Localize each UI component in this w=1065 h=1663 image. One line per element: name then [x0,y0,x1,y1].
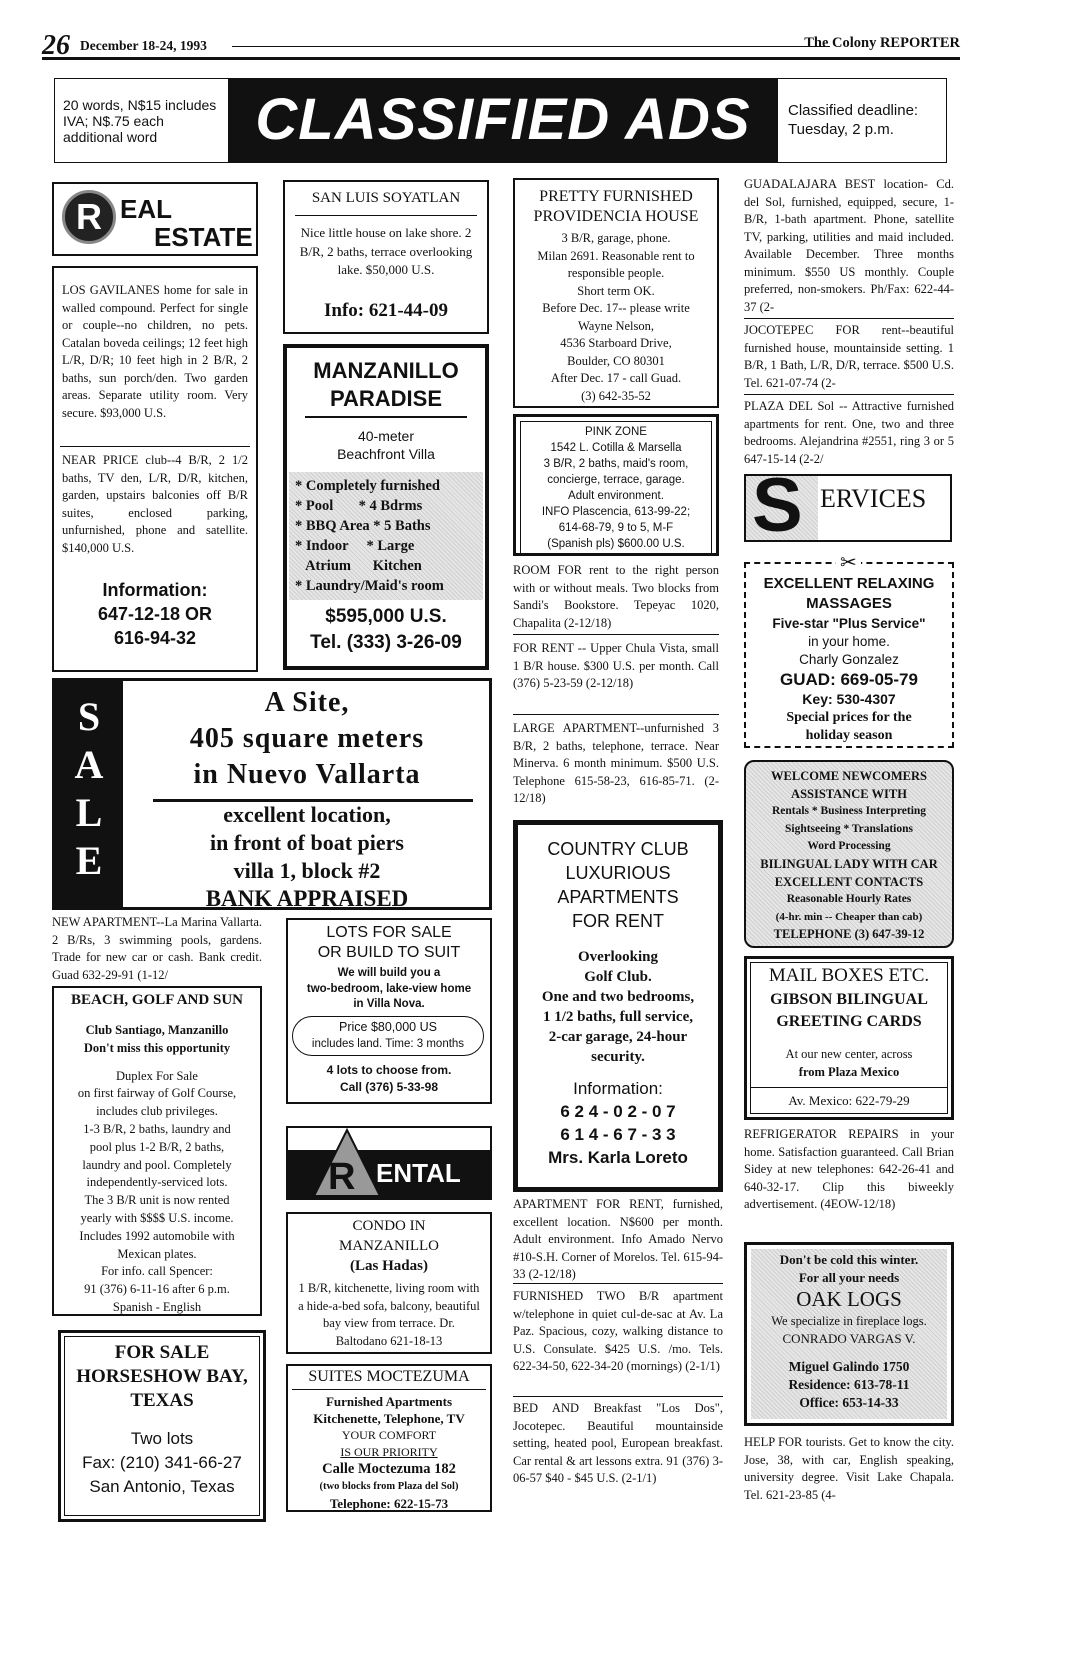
sale-letter: E [75,838,103,883]
sale-banner-ad [52,678,492,910]
mail-boxes-sub1: GIBSON BILINGUAL [770,991,928,1008]
beach-golf-line: Spanish - English [112,1299,202,1314]
listing-divider [513,1283,723,1284]
header-rule [42,57,960,60]
oak-logs-line: Office: 653-14-33 [799,1395,899,1410]
massages-title2: MASSAGES [806,595,892,612]
listing-divider [513,1396,723,1397]
sale-line: excellent location, [223,802,391,827]
horseshow-ad [58,1330,266,1522]
feature-line: * Pool * 4 Bdrms [295,498,423,514]
beach-golf-line: Includes 1992 automobile with [79,1228,235,1243]
body-line: 614-68-79, 9 to 5, M-F [558,522,674,534]
beach-golf-body [54,1022,260,1316]
info-contact-label: Information: [102,580,208,600]
chula-vista-listing: FOR RENT -- Upper Chula Vista, small 1 B/R house. $300 U.S. per month. Call (376) 5-23-59 (2-12/18) [513,641,719,690]
suites-line: YOUR COMFORT [341,1428,437,1442]
country-club-line: One and two bedrooms, [541,989,695,1005]
country-club-contact: Mrs. Karla Loreto [548,1148,688,1167]
country-club-title: APARTMENTS [557,887,679,907]
sale-title2: 405 square meters [189,723,425,754]
real-estate-initial-circle [62,190,116,244]
oak-logs-line: For all your needs [798,1270,900,1285]
country-club-title: COUNTRY CLUB [547,839,689,859]
country-club-title: FOR RENT [572,911,664,931]
furnished-two-listing: FURNISHED TWO B/R apartment w/telephone in quiet cul-de-sac at Av. La Paz. Spacious, cozy, walking distance to U.S. Consulate. $425 U.S. /mo. Tels. 622-34-50, 622-34-20 (mornings) (2-1/1) [513,1289,723,1373]
deadline: Classified deadline: Tuesday, 2 p.m. [788,102,919,138]
lots-price: Price $80,000 US [339,1020,437,1034]
lots-line: We will build you a [337,967,441,979]
real-estate-rest2: ESTATE [154,222,253,252]
beach-golf-line: laundry and pool. Completely [82,1157,232,1172]
info-contact-phone1: 647-12-18 OR [97,604,213,624]
rental-initial: R [328,1156,356,1198]
country-club-ad [513,820,723,1192]
beach-golf-ad [52,986,262,1316]
beach-golf-line: on first fairway of Golf Course, [77,1086,237,1101]
mail-boxes-address: Av. Mexico: 622-79-29 [788,1093,910,1108]
san-luis-body: Nice little house on lake shore. 2 B/R, 2 baths, terrace overlooking lake. $50,000 U.S. [299,225,473,277]
real-estate-listings-box [52,266,258,672]
body-line: 1542 L. Cotilla & Marsella [550,442,682,454]
mail-boxes-title: MAIL BOXES ETC. [768,965,930,986]
manzanillo-features [289,472,483,600]
manzanillo-price: $595,000 U.S. [325,606,447,627]
lots-title1: LOTS FOR SALE [326,924,452,941]
sale-line: BANK APPRAISED [205,886,409,910]
oak-logs-line: Residence: 613-78-11 [788,1377,910,1392]
manzanillo-sub1: 40-meter [357,428,415,444]
san-luis-title: SAN LUIS SOYATLAN [295,190,477,216]
manzanillo-paradise-ad [283,344,489,670]
listing-divider [513,714,719,715]
welcome-line: Rentals * Business Interpreting [771,805,927,818]
bed-breakfast-listing: BED AND Breakfast "Los Dos", Jocotepec. Beautiful mountainside setting, heated pool, European breakfast. Car rental & art lessons extra. 91 (376) 3-06-57 $40 - $45 U.S. (2-1/1) [513,1401,723,1485]
beach-golf-title: BEACH, GOLF AND SUN [71,992,243,1008]
mail-boxes-l1: At our new center, across [785,1047,913,1061]
real-estate-initial: R [76,196,102,237]
massages-special: holiday season [805,728,893,743]
guadalajara-best-listing: GUADALAJARA BEST location- Cd. del Sol, furnished, equipped, secure, 1-B/R, 1-bath apartment. Phone, satellite TV, parking, utilities and maid included. Available December. Three months minimum. $550 US monthly. Couple preferred, non-smokers. Ph/Fax: 622-44-37 (2- [744,177,954,314]
info-contact-phone2: 616-94-32 [113,628,197,648]
welcome-line: BILINGUAL LADY WITH CAR [760,856,938,871]
san-luis-info: Info: 621-44-09 [323,300,449,321]
body-line: (3) 642-35-52 [581,388,651,403]
condo-ad [286,1212,492,1354]
condo-title: CONDO IN [352,1218,426,1234]
massages-phone: GUAD: 669-05-79 [780,670,918,689]
body-line: concierge, terrace, garage. [547,474,685,486]
sale-title1: A Site, [264,687,350,718]
country-club-line: security. [591,1049,645,1065]
massages-line: Five-star "Plus Service" [772,616,926,631]
welcome-line: (4-hr. min -- Cheaper than cab) [775,910,923,923]
feature-line: * Laundry/Maid's room [295,578,444,594]
beach-golf-line: Duplex For Sale [116,1068,198,1083]
suites-moctezuma-ad [286,1364,492,1512]
listing-divider [744,394,954,395]
oak-logs-line: Miguel Galindo 1750 [788,1359,910,1374]
mail-boxes-divider [751,1087,947,1088]
oak-logs-line: We specialize in fireplace logs. [771,1314,927,1328]
banner-title: CLASSIFIED ADS [255,87,751,152]
lots-title2: OR BUILD TO SUIT [317,944,461,961]
beach-golf-line: 1-3 B/R, 2 baths, laundry and [83,1121,231,1136]
horseshow-titles [61,1341,263,1413]
near-price-listing: NEAR PRICE club--4 B/R, 2 1/2 baths, TV den, L/R, D/R, kitchen, garden, upstairs balconies off B/R suites, enclosed parking, unfurnished, phone and satellite. $140,000 U.S. [62,453,248,555]
beach-golf-line: Club Santiago, Manzanillo [85,1023,229,1037]
country-club-title: LUXURIOUS [565,863,671,883]
body-line: 3 B/R, garage, phone. [561,231,671,245]
publication-name: The Colony REPORTER [804,35,960,51]
real-estate-header [52,182,258,256]
help-tourists-listing: HELP FOR tourists. Get to know the city. Jose, 38, with car, English speaking, university degree. Visit Lake Chapala. Tel. 621-23-85 (4- [744,1435,954,1502]
body-line: Short term OK. [577,283,655,298]
mail-boxes-ad [744,956,954,1120]
lots-line: in Villa Nova. [353,998,425,1010]
suites-title: SUITES MOCTEZUMA [292,1368,486,1390]
san-luis-ad [283,180,489,334]
country-club-info [518,1077,718,1169]
lots-body [288,966,490,1013]
mail-boxes-sub2: GREETING CARDS [776,1013,922,1030]
services-header [744,474,952,542]
country-club-line: 2-car garage, 24-hour [548,1029,688,1045]
plaza-del-sol-listing: PLAZA DEL Sol -- Attractive furnished apartments for rent. One, two and three bedrooms. Alejandrina #2551, ring 3 or 5 647-15-14 (2-2/ [744,399,954,466]
massages-coupon [744,552,954,748]
welcome-line: WELCOME NEWCOMERS [771,769,927,783]
beach-golf-line: 91 (376) 6-11-16 after 6 p.m. [84,1282,230,1297]
new-apartment-listing: NEW APARTMENT--La Marina Vallarta. 2 B/Rs, 3 swimming pools, gardens. Trade for new car or cash. Bank credit. Guad 632-29-91 (1-12/ [52,915,262,982]
body-line: 3 B/R, 2 baths, maid's room, [543,458,689,470]
page-number: 26 [42,30,70,61]
beach-golf-line: pool plus 1-2 B/R, 2 baths, [89,1139,225,1154]
feature-line: * Indoor * Large [295,538,415,554]
condo-body: 1 B/R, kitchenette, living room with a hide-a-bed sofa, balcony, beautiful bay view from terrace. Dr. Baltodano 621-18-13 [298,1281,480,1348]
country-club-phone: 6 1 4 - 6 7 - 3 3 [560,1125,676,1144]
sale-title [125,685,489,793]
lots-price-oval [292,1016,484,1056]
horseshow-title: FOR SALE [114,1342,210,1363]
horseshow-title: TEXAS [130,1390,194,1411]
large-apartment-listing: LARGE APARTMENT--unfurnished 3 B/R, 2 baths, telephone, terrace. Near Minerva. 6 month minimum. $500 U.S. Telephone 615-58-23, 616-85-71. (2-12/18) [513,721,719,805]
welcome-line: ASSISTANCE WITH [791,786,907,801]
sale-letter: S [77,694,101,739]
sale-title3: in Nuevo Vallarta [193,759,421,790]
suites-line: Calle Moctezuma 182 [322,1461,456,1477]
welcome-line: TELEPHONE (3) 647-39-12 [773,927,925,942]
condo-titles [288,1216,490,1276]
massages-special: Special prices for the [786,710,912,725]
massages-body [746,574,952,745]
massages-line: Charly Gonzalez [799,652,899,667]
mail-boxes-l2: from Plaza Mexico [798,1065,900,1079]
suites-line: Telephone: 622-15-73 [329,1495,449,1511]
pink-zone-title: PINK ZONE [585,426,647,438]
rental-rest: ENTAL [376,1158,461,1188]
welcome-line: Reasonable Hourly Rates [786,893,912,906]
country-club-titles [518,837,718,933]
sale-letter: A [74,742,104,787]
suites-line: IS OUR PRIORITY [340,1444,438,1459]
gavilanes-listing: LOS GAVILANES home for sale in walled compound. Perfect for single or couple--no children, no pets. Catalan boveda ceilings; 12 feet high L/R, D/R; 10 feet high in 2 B/R, 2 baths, sun porch/den. Two garden areas. Separate utility room. Very secure. $93,000 U.S. [62,283,248,420]
providencia-title2: PROVIDENCIA HOUSE [533,208,699,225]
body-line: Wayne Nelson, [577,318,655,333]
word-rate: 20 words, N$15 includes IVA; N$.75 each additional word [63,97,217,145]
massages-key: Key: 530-4307 [802,691,896,707]
refrigerator-repairs-listing: REFRIGERATOR REPAIRS in your home. Satisfaction guaranteed. Call Brian Sidey at new telephones: 642-26-41 and 640-32-17. Clip this biweekly advertisement. (4EOW-12/18) [744,1127,954,1211]
welcome-newcomers-ad [744,760,954,948]
manzanillo-title2: PARADISE [329,386,443,411]
lots-line: Call (376) 5-33-98 [339,1080,439,1094]
header-line [232,46,830,47]
providencia-title1: PRETTY FURNISHED [539,188,693,205]
services-rest: ERVICES [820,484,927,513]
providencia-body [515,230,717,405]
manzanillo-title1: MANZANILLO [313,358,459,383]
beach-golf-line: yearly with $$$$ U.S. income. [80,1210,234,1225]
beach-golf-line: Don't miss this opportunity [83,1040,231,1055]
listing-divider [60,446,250,447]
horseshow-title: HORSESHOW BAY, [76,1366,248,1387]
country-club-info-label: Information: [573,1079,663,1098]
horseshow-line: San Antonio, Texas [89,1477,235,1496]
scissors-icon: ✂ [836,550,861,575]
country-club-details [518,947,718,1067]
massages-line: in your home. [808,634,890,649]
room-for-rent-listing: ROOM FOR rent to the right person with or without meals. Two blocks from Sandi's Bookstore. Tepeyac 1020, Chapalita (2-12/18) [513,563,719,630]
info-contact [54,578,256,650]
banner-title-block [228,79,778,162]
body-line: INFO Plascencia, 613-99-22; [541,506,691,518]
listing-divider [744,318,954,319]
oak-logs-spacer [747,1348,951,1358]
sale-details [125,801,489,910]
oak-logs-line: CONRADO VARGAS V. [782,1331,916,1346]
rental-header [286,1126,492,1200]
welcome-line: Sightseeing * Translations [784,822,914,835]
body-line: Milan 2691. Reasonable rent to [537,248,695,263]
feature-line: Atrium Kitchen [295,558,422,574]
beach-golf-line: For info. call Spencer: [101,1264,213,1279]
body-line: Adult environment. [568,490,664,502]
lots-footer [288,1062,490,1096]
classified-banner [54,78,947,163]
jocotepec-listing: JOCOTEPEC FOR rent--beautiful furnished house, mountainside setting. 1 B/R, 1 Bath, L/R, D/R, terrace. $500 U.S. Tel. 621-07-74 (2- [744,323,954,390]
real-estate-rest1: EAL [120,194,172,224]
body-line: 4536 Starboard Drive, [560,336,672,350]
manzanillo-divider [305,416,467,418]
horseshow-line: Fax: (210) 341-66-27 [82,1453,242,1472]
body-line: Boulder, CO 80301 [567,353,665,368]
page-header [42,30,960,60]
pink-zone-body [520,421,712,555]
body-line: After Dec. 17 - call Guad. [550,371,682,385]
sale-letters-column [55,681,123,909]
oak-logs-body [747,1251,951,1412]
beach-golf-line: includes club privileges. [96,1104,218,1119]
welcome-body [746,762,952,944]
sale-line: in front of boat piers [210,830,404,855]
massages-title1: EXCELLENT RELAXING [763,575,935,592]
listing-divider [513,634,719,635]
manzanillo-sub2: Beachfront Villa [337,446,435,462]
sale-letter: L [75,790,103,835]
horseshow-line: Two lots [130,1429,194,1448]
country-club-line: Overlooking [577,949,658,965]
suites-line: (two blocks from Plaza del Sol) [319,1481,459,1492]
country-club-phone: 6 2 4 - 0 2 - 0 7 [560,1102,676,1121]
beach-golf-line: Mexican plates. [117,1246,197,1261]
services-initial: S [752,474,803,542]
feature-line: * Completely furnished [295,478,440,494]
beach-golf-line [54,1058,260,1068]
apartment-for-rent-listing: APARTMENT FOR RENT, furnished, excellent location. N$600 per month. Adult environment. Info Amado Nervo #10-S.H. Corner of Morelos. Tel. 615-94-33 (2-12/18) [513,1197,723,1281]
country-club-line: Golf Club. [584,969,652,985]
country-club-line: 1 1/2 baths, full service, [543,1009,693,1025]
sale-line: villa 1, block #2 [233,858,381,883]
suites-body [288,1394,490,1512]
horseshow-details [61,1427,263,1499]
issue-date: December 18-24, 1993 [80,38,207,53]
feature-line: * BBQ Area * 5 Baths [295,518,431,534]
lots-for-sale-ad [286,918,492,1104]
lots-price-note: includes land. Time: 3 months [311,1038,465,1050]
condo-title: (Las Hadas) [350,1258,428,1274]
manzanillo-tel: Tel. (333) 3-26-09 [310,632,462,653]
lots-line: 4 lots to choose from. [326,1063,452,1077]
oak-logs-line: Don't be cold this winter. [779,1252,919,1267]
welcome-line: EXCELLENT CONTACTS [774,874,924,889]
suites-line: Kitchenette, Telephone, TV [313,1410,465,1426]
condo-title: MANZANILLO [339,1238,439,1254]
body-line: responsible people. [567,266,665,280]
beach-golf-line: The 3 B/R unit is now rented [84,1193,230,1208]
suites-line: Furnished Apartments [325,1394,453,1409]
welcome-line: Word Processing [807,840,891,853]
lots-line: two-bedroom, lake-view home [306,982,472,995]
oak-logs-title: OAK LOGS [796,1287,902,1311]
beach-golf-line: independently-serviced lots. [86,1175,228,1190]
body-line: Before Dec. 17-- please write [542,301,690,315]
body-line: (Spanish pls) $600.00 U.S. [547,538,685,550]
providencia-ad [513,178,719,408]
oak-logs-ad [744,1242,954,1426]
pink-zone-ad [513,414,719,556]
